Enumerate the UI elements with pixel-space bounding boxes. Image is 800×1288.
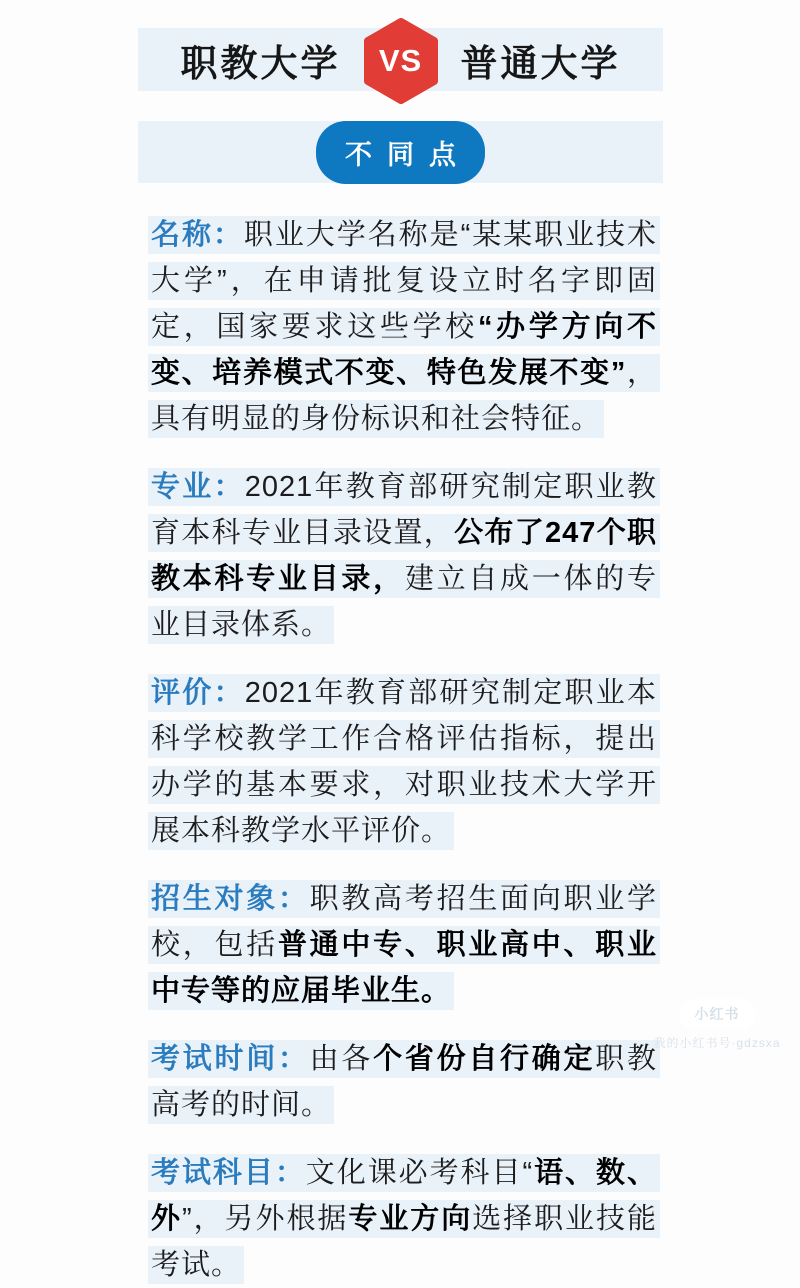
section-text-bold: “办学方向不变、培养模式不变、特色发展不变” bbox=[151, 311, 657, 389]
vs-badge bbox=[363, 18, 439, 104]
section-text: 职业大学名称是“某某职业技术大学”，在申请批复设立时名字即固定，国家要求这些学校 bbox=[151, 219, 657, 343]
watermark-caption: 我的小红书号·gdzsxa bbox=[653, 1036, 781, 1050]
xiaohongshu-badge: 小红书 bbox=[679, 999, 756, 1029]
section-text: 选择职业技能考试。 bbox=[151, 1203, 657, 1281]
section-highlight bbox=[148, 880, 660, 1010]
section-exam-subjects bbox=[148, 1150, 660, 1288]
section-label-major: 专业： bbox=[151, 471, 245, 503]
section-label-exam-subjects: 考试科目： bbox=[151, 1157, 306, 1189]
section-highlight bbox=[148, 1154, 660, 1284]
section-text: 2021年教育部研究制定职业本科学校教学工作合格评估指标，提出办学的基本要求，对职业技术大学开展本科教学水平评价。 bbox=[151, 677, 657, 847]
section-text: 职教高考招生面向职业学校，包括 bbox=[151, 883, 657, 961]
section-major bbox=[148, 464, 660, 648]
section-highlight bbox=[148, 1040, 660, 1124]
pill-band bbox=[138, 121, 663, 183]
section-label-evaluation: 评价： bbox=[151, 677, 245, 709]
section-label-name: 名称： bbox=[151, 219, 244, 251]
title-left: 职教大学 bbox=[180, 42, 341, 84]
section-exam-time bbox=[148, 1036, 660, 1128]
section-text-bold: 公布了247个职教本科专业目录， bbox=[151, 517, 657, 595]
section-text: 建立自成一体的专业目录体系。 bbox=[151, 563, 657, 641]
section-text: 职教高考的时间。 bbox=[151, 1043, 657, 1121]
section-text: 由各 bbox=[309, 1043, 374, 1075]
section-text: 文化课必考科目“ bbox=[305, 1157, 534, 1189]
section-text: ，具有明显的身份标识和社会特征。 bbox=[151, 357, 657, 435]
section-highlight bbox=[148, 674, 660, 850]
vs-label: VS bbox=[378, 42, 423, 78]
watermark bbox=[642, 999, 792, 1051]
title-right: 普通大学 bbox=[460, 42, 621, 84]
differences-pill: 不同点 bbox=[316, 121, 485, 184]
section-label-exam-time: 考试时间： bbox=[151, 1043, 310, 1075]
section-evaluation bbox=[148, 670, 660, 854]
sections bbox=[148, 212, 660, 1288]
header-band bbox=[138, 28, 663, 91]
section-name bbox=[148, 212, 660, 442]
section-text: ”，另外根据 bbox=[181, 1203, 349, 1235]
section-text-bold: 普通中专、职业高中、职业中专等的应届毕业生。 bbox=[151, 929, 657, 1007]
section-text-bold: 语、数、外 bbox=[151, 1157, 657, 1235]
section-enrollment-target bbox=[148, 876, 660, 1014]
section-highlight bbox=[148, 216, 660, 438]
section-label-enrollment-target: 招生对象： bbox=[151, 883, 310, 915]
section-text-bold: 个省份自行确定 bbox=[373, 1043, 596, 1075]
section-text: 2021年教育部研究制定职业教育本科专业目录设置， bbox=[151, 471, 657, 549]
section-highlight bbox=[148, 468, 660, 644]
section-text-bold: 专业方向 bbox=[348, 1203, 473, 1235]
